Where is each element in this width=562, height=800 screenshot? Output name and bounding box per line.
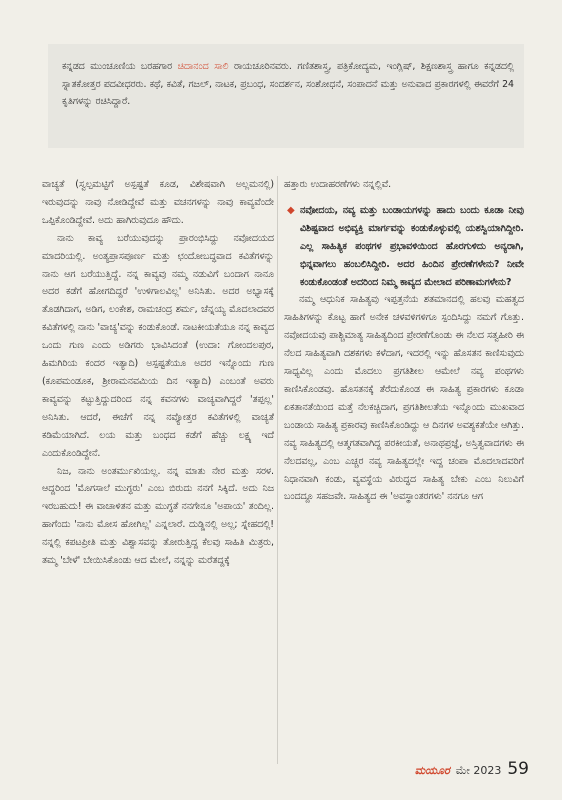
bio-text-rest: ರಾಯಚೂರಿನವರು. ಗಣಿತಶಾಸ್ತ್ರ, ಪತ್ರಿಕೋದ್ಯಮ, ಇಂಗ್ಲಿಷ್, ಶಿಕ್ಷಣಶಾಸ್ತ್ರ ಹಾಗೂ ಕನ್ನಡದಲ್ಲಿ ಸ್ನಾತಕೋತ್ತರ ಪದವೀಧರರು. ಕಥೆ, ಕವಿತೆ, ಗಜಲ್, ನಾಟಕ, ಪ್ರಬಂಧ, ಸಂದರ್ಶನ, ಸಂಶೋಧನೆ, ಸಂಪಾದನೆ ಮತ್ತು ಅನುವಾದ ಪ್ರಕಾರಗಳಲ್ಲಿ ಈವರೆಗೆ 24 ಕೃತಿಗಳನ್ನು ರಚಿಸಿದ್ದಾರೆ. xyxy=(62,61,514,108)
issue-date: ಮೇ 2023 xyxy=(455,764,502,777)
column-divider xyxy=(277,176,278,764)
paragraph: ಹತ್ತಾರು ಉದಾಹರಣೆಗಳು ನನ್ನಲ್ಲಿವೆ. xyxy=(284,179,392,190)
author-bio xyxy=(62,58,514,111)
bio-text-start: ಕನ್ನಡದ ಮುಂಚೂಣಿಯ ಬರಹಗಾರ xyxy=(62,61,178,72)
page-footer xyxy=(415,759,529,779)
diamond-bullet-icon: ◆ xyxy=(287,204,295,216)
paragraph: ವಾಚ್ಯತೆ (ಸ್ವಲ್ಪಮಟ್ಟಿಗೆ ಅಸ್ಪಷ್ಟತೆ ಕೂಡ, ವಿಶೇಷವಾಗಿ ಅಲ್ಲಮನಲ್ಲಿ) ಇರುವುದನ್ನು ನಾವು ನೋಡಿದ್ದೇವೆ ಮತ್ತು ವಚನಗಳನ್ನು ನಾವು ಕಾವ್ಯವೆಂದೇ ಒಪ್ಪಿಕೊಂಡಿದ್ದೇವೆ. ಅದು ಹಾಗಿರುವುದೂ ಹೌದು. xyxy=(42,179,274,226)
author-name: ಚಿದಾನಂದ ಸಾಲಿ xyxy=(177,61,229,72)
question-text: ನವೋದಯ, ನವ್ಯ ಮತ್ತು ಬಂಡಾಯಗಳನ್ನು ಹಾದು ಬಂದು ಕೂಡಾ ನೀವು ವಿಶಿಷ್ಟವಾದ ಅಭಿವ್ಯಕ್ತಿ ಮಾರ್ಗವನ್ನು ಕಂಡುಕೊಳ್ಳುವಲ್ಲಿ ಯಶಸ್ವಿಯಾಗಿದ್ದೀರಿ. ಎಲ್ಲ ಸಾಹಿತ್ಯಿಕ ಪಂಥಗಳ ಪ್ರಭಾವಳಿಯಿಂದ ಹೊರಗುಳಿದು ಅನ್ಯರಾಗಿ, ಭಿನ್ನವಾಗಲು ಹಂಬಲಿಸಿದ್ದೀರಿ. ಅದರ ಹಿಂದಿನ ಪ್ರೇರಣೆಗಳೇನು? ನೀವೇ ಕಂಡುಕೊಂಡಂತೆ ಅದರಿಂದ ನಿಮ್ಮ ಕಾವ್ಯದ ಮೇಲಾದ ಪರಿಣಾಮಗಳೇನು? xyxy=(300,204,524,288)
magazine-logo: ಮಯೂರ xyxy=(414,764,450,777)
right-column xyxy=(284,176,524,506)
paragraph: ನಿಜ, ನಾನು ಅಂತರ್ಮುಖಿಯಲ್ಲ. ನನ್ನ ಮಾತು ನೇರ ಮತ್ತು ಸರಳ. ಆದ್ದರಿಂದ 'ಮೊಗಸಾಲೆ ಮುಗ್ಧರು' ಎಂಬ ಬಿರುದು ನನಗೆ ಸಿಕ್ಕಿದೆ. ಅದು ನಿಜ ಇರಬಹುದು! ಈ ವಾಚಾಳಿತನ ಮತ್ತು ಮುಗ್ಧತೆ ನನಗೇನೂ 'ಅಪಾಯ' ತಂದಿಲ್ಲ. ಹಾಗೆಂದು 'ನಾನು ಮೋಸ ಹೋಗಿಲ್ಲ' ಎನ್ನಲಾರೆ. ದುಡ್ಡಿನಲ್ಲಿ ಅಲ್ಲ; ಸ್ನೇಹದಲ್ಲಿ! ನನ್ನಲ್ಲಿ ಕಪಟಪ್ರೀತಿ ಮತ್ತು ವಿಶ್ವಾಸವನ್ನು ತೋರುತ್ತಿದ್ದ ಕೆಲವು ಸಾಹಿತಿ ಮಿತ್ರರು, ತಮ್ಮ 'ಬೇಳೆ' ಬೇಯಿಸಿಕೊಂಡು ಆದ ಮೇಲೆ, ನನ್ನನ್ನು ಮರೆತದ್ದಕ್ಕೆ xyxy=(42,465,274,567)
interview-question xyxy=(284,202,524,292)
paragraph: ನಾನು ಕಾವ್ಯ ಬರೆಯುವುದನ್ನು ಪ್ರಾರಂಭಿಸಿದ್ದು ನವೋದಯದ ಮಾದರಿಯಲ್ಲಿ. ಅಂತ್ಯಪ್ರಾಸಪೂರ್ಣ ಮತ್ತು ಛಂದೋಬದ್ಧವಾದ ಕವಿತೆಗಳನ್ನು ನಾನು ಆಗ ಬರೆಯುತ್ತಿದ್ದೆ. ನನ್ನ ಕಾವ್ಯವು ನಮ್ಮ ನಡುವಿಗೆ ಬಂದಾಗ ನಾನೂ ಅದರ ಕಡೆಗೆ ಹೋಗದಿದ್ದರೆ 'ಉಳಿಗಾಲವಿಲ್ಲ' ಅನಿಸಿತು. ಅದರ ಅಭ್ಯಾಸಕ್ಕೆ ತೊಡಗಿದಾಗ, ಅಡಿಗ, ಲಂಕೇಶ, ರಾಮಚಂದ್ರ ಶರ್ಮ, ಚೆನ್ನಯ್ಯ ಮೊದಲಾದವರ ಕವಿತೆಗಳಲ್ಲಿ ನಾನು 'ವಾಚ್ಯ'ವನ್ನು ಕಂಡುಕೊಂಡೆ. ನಾಟಕೀಯತೆಯೂ ನನ್ನ ಕಾವ್ಯದ ಒಂದು ಗುಣ ಎಂದು ಅಡಿಗರು ಭಾವಿಸಿದಂತೆ (ಉದಾ: ಗೋಂದಲಪುರ, ಹಿಮಗಿರಿಯ ಕಂದರ ಇತ್ಯಾದಿ) ಅಸ್ಪಷ್ಟತೆಯೂ ಅದರ ಇನ್ನೊಂದು ಗುಣ (ಕೂಪಮಂಡೂಕ, ಶ್ರೀರಾಮನವಮಿಯ ದಿನ ಇತ್ಯಾದಿ) ಎಂಬಂತೆ ಅವರು ಕಾವ್ಯವನ್ನು ಕಟ್ಟುತ್ತಿದ್ದುದರಿಂದ ನನ್ನ ಕವನಗಳು ವಾಚ್ಯವಾಗಿದ್ದರೆ 'ತಪ್ಪಲ್ಲ' ಅನಿಸಿತು. ಆದರೆ, ಈಚೆಗೆ ನನ್ನ ನವ್ಯೋತ್ತರ ಕವಿತೆಗಳಲ್ಲಿ ವಾಚ್ಯತೆ ಕಡಿಮೆಯಾಗಿದೆ. ಲಯ ಮತ್ತು ಬಂಧದ ಕಡೆಗೆ ಹೆಚ್ಚು ಲಕ್ಷ್ಯ ಇದೆ ಎಂದುಕೊಂಡಿದ್ದೇನೆ. xyxy=(42,232,274,459)
left-column xyxy=(42,176,274,570)
paragraph: ನಮ್ಮ ಆಧುನಿಕ ಸಾಹಿತ್ಯವು ಇಪ್ಪತ್ತನೆಯ ಶತಮಾನದಲ್ಲಿ ಹಲವು ಮಹತ್ವದ ಸಾಹಿತಿಗಳನ್ನು ಕೊಟ್ಟ ಹಾಗೆ ಅನೇಕ ಚಳವಳಿಗಳಿಗೂ ಸ್ಪಂದಿಸಿದ್ದು ನಮಗೆ ಗೊತ್ತು. ನವೋದಯವು ಪಾಶ್ಚಿಮಾತ್ಯ ಸಾಹಿತ್ಯದಿಂದ ಪ್ರೇರಣೆಗೊಂಡು ಈ ನೆಲದ ಸತ್ವಹೀರಿ ಈ ನೆಲದ ಸಾಹಿತ್ಯವಾಗಿ ದಶಕಗಳು ಕಳೆದಾಗ, ಇದರಲ್ಲಿ ಇನ್ನು ಹೊಸತನ ಕಾಣಿಸುವುದು ಸಾಧ್ಯವಿಲ್ಲ ಎಂದು ಮೊದಲು ಪ್ರಗತಿಶೀಲ ಆಮೇಲೆ ನವ್ಯ ಪಂಥಗಳು ಕಾಣಿಸಿಕೊಂಡವು. ಹೊಸತನಕ್ಕೆ ತೆರೆದುಕೊಂಡ ಈ ಸಾಹಿತ್ಯ ಪ್ರಕಾರಗಳು ಕೂಡಾ ಏಕತಾನತೆಯಿಂದ ಮತ್ತೆ ನೆಲಕಚ್ಚಿದಾಗ, ಪ್ರಗತಿಶೀಲತೆಯ ಇನ್ನೊಂದು ಮುಖವಾದ ಬಂಡಾಯ ಸಾಹಿತ್ಯ ಪ್ರಕಾರವು ಕಾಣಿಸಿಕೊಂಡಿದ್ದು ಆ ದಿನಗಳ ಅವಶ್ಯಕತೆಯೇ ಆಗಿತ್ತು. ನವ್ಯ ಸಾಹಿತ್ಯದಲ್ಲಿ ಆತ್ಮಗತವಾಗಿದ್ದ ಪರಕೀಯತೆ, ಅನಾಥಪ್ರಜ್ಞೆ, ಅಸ್ತಿತ್ವವಾದಗಳು ಈ ನೆಲದವಲ್ಲ, ಎಂಬ ಎಚ್ಚರ ನವ್ಯ ಸಾಹಿತ್ಯದಲ್ಲೇ ಇದ್ದ ಚಂಪಾ ಮೊದಲಾದವರಿಗೆ ನಿಧಾನವಾಗಿ ಕಂಡು, ವ್ಯವಸ್ಥೆಯ ವಿರುದ್ಧದ ಸಾಹಿತ್ಯ ಬೇಕು ಎಂಬ ನಿಲುವಿಗೆ ಬಂದದ್ದೂ ಸಹಜವೇ. ಸಾಹಿತ್ಯದ ಈ 'ಅವಸ್ಥಾಂತರಗಳು' ನನಗೂ ಆಗ xyxy=(284,294,524,503)
page-number: 59 xyxy=(507,759,529,779)
